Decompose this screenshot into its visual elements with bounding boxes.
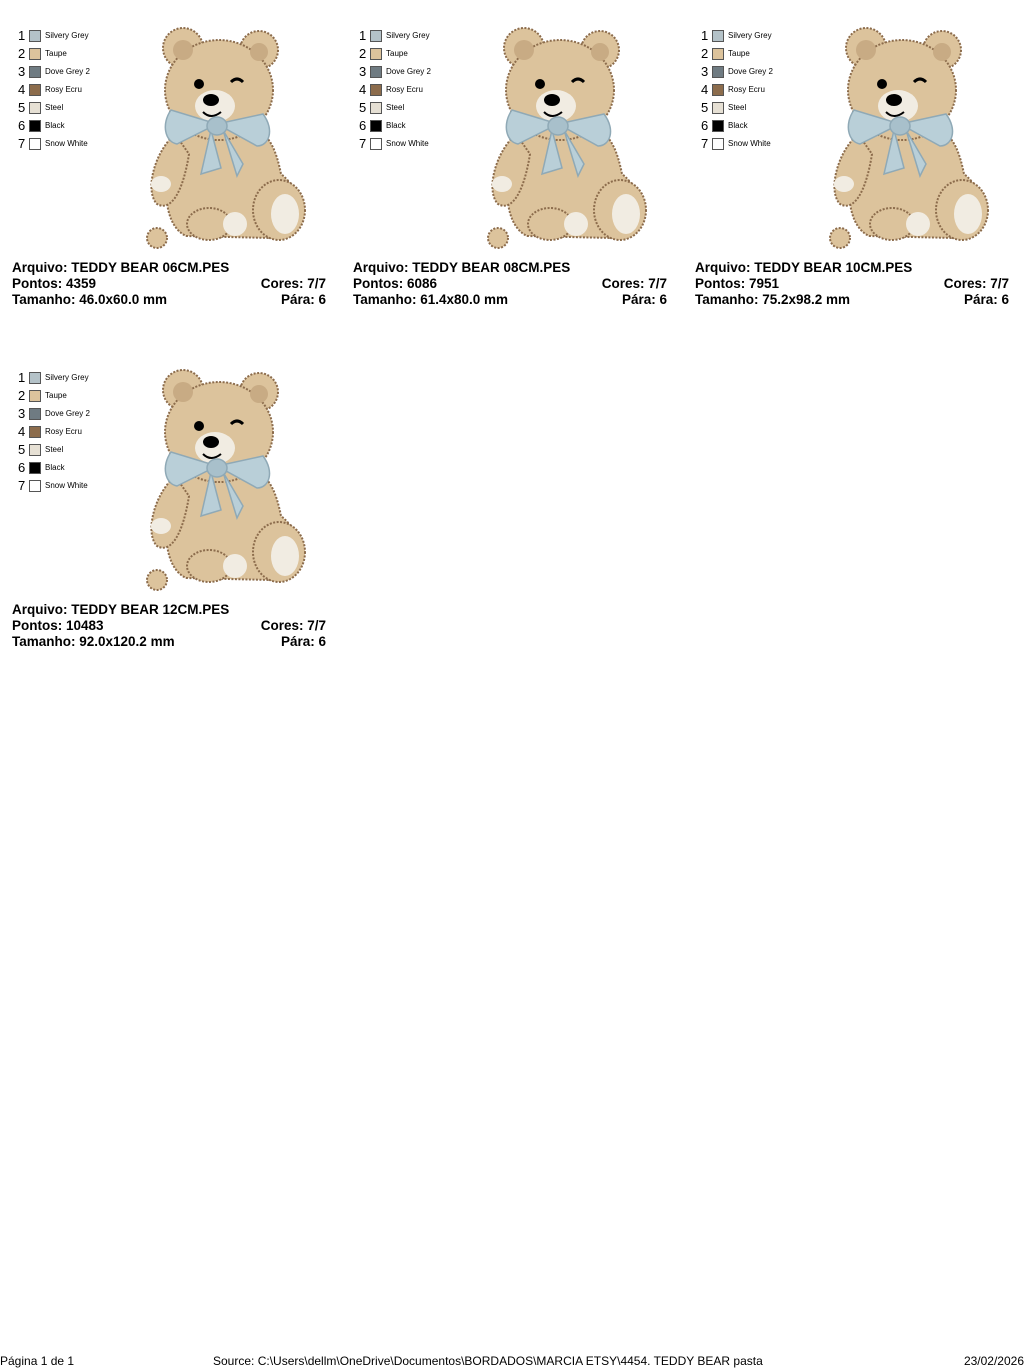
palette-row: [18, 478, 128, 496]
palette-number: 1: [18, 370, 26, 385]
file-name: Arquivo: TEDDY BEAR 08CM.PES: [353, 260, 571, 275]
palette-name: Taupe: [45, 391, 67, 400]
color-count: Cores: 7/7: [260, 618, 326, 633]
palette-number: 2: [18, 388, 26, 403]
palette-swatch: [370, 138, 382, 150]
teddy-bear-image: [130, 366, 312, 592]
palette-name: Black: [728, 121, 748, 130]
stitch-count: Pontos: 6086: [353, 276, 438, 291]
palette-row: [359, 28, 469, 46]
palette-number: 6: [18, 118, 26, 133]
palette-name: Black: [45, 463, 65, 472]
palette-row: [18, 388, 128, 406]
palette-number: 2: [701, 46, 709, 61]
bear-preview: [813, 24, 995, 250]
palette-number: 4: [18, 424, 26, 439]
stop-count: Pára: 6: [280, 292, 326, 307]
palette-row: [18, 442, 128, 460]
palette-number: 4: [18, 82, 26, 97]
teddy-bear-image: [130, 24, 312, 250]
palette-number: 6: [359, 118, 367, 133]
palette-name: Black: [45, 121, 65, 130]
palette-swatch: [29, 390, 41, 402]
palette-name: Dove Grey 2: [45, 409, 90, 418]
palette-swatch: [29, 84, 41, 96]
palette-name: Snow White: [386, 139, 429, 148]
palette-name: Steel: [386, 103, 405, 112]
palette-name: Silvery Grey: [386, 31, 430, 40]
color-palette: [18, 370, 128, 496]
palette-name: Taupe: [45, 49, 67, 58]
bear-preview: [130, 366, 312, 592]
palette-row: [359, 46, 469, 64]
palette-number: 4: [701, 82, 709, 97]
stop-count: Pára: 6: [280, 634, 326, 649]
color-count: Cores: 7/7: [260, 276, 326, 291]
palette-number: 3: [359, 64, 367, 79]
page-number: Página 1 de 1: [0, 1354, 75, 1368]
palette-swatch: [29, 48, 41, 60]
palette-name: Rosy Ecru: [728, 85, 765, 94]
palette-name: Dove Grey 2: [728, 67, 773, 76]
palette-swatch: [29, 462, 41, 474]
palette-row: [18, 370, 128, 388]
palette-row: [701, 64, 811, 82]
design-size: Tamanho: 75.2x98.2 mm: [695, 292, 851, 307]
palette-row: [18, 406, 128, 424]
palette-swatch: [370, 48, 382, 60]
palette-name: Taupe: [386, 49, 408, 58]
palette-number: 2: [359, 46, 367, 61]
design-size: Tamanho: 92.0x120.2 mm: [12, 634, 175, 649]
stitch-count: Pontos: 10483: [12, 618, 104, 633]
palette-row: [18, 136, 128, 154]
palette-row: [701, 118, 811, 136]
palette-number: 7: [18, 478, 26, 493]
palette-swatch: [370, 120, 382, 132]
file-name: Arquivo: TEDDY BEAR 10CM.PES: [695, 260, 913, 275]
palette-name: Steel: [45, 445, 64, 454]
palette-name: Taupe: [728, 49, 750, 58]
palette-number: 1: [701, 28, 709, 43]
design-info: [695, 260, 1009, 308]
palette-row: [18, 46, 128, 64]
color-palette: [359, 28, 469, 154]
design-card: [12, 24, 328, 354]
color-palette: [18, 28, 128, 154]
palette-row: [18, 424, 128, 442]
palette-swatch: [29, 426, 41, 438]
palette-name: Silvery Grey: [45, 373, 89, 382]
color-count: Cores: 7/7: [601, 276, 667, 291]
palette-swatch: [712, 102, 724, 114]
color-palette: [701, 28, 811, 154]
palette-number: 6: [18, 460, 26, 475]
palette-swatch: [29, 480, 41, 492]
palette-row: [18, 100, 128, 118]
palette-name: Dove Grey 2: [45, 67, 90, 76]
palette-number: 5: [359, 100, 367, 115]
palette-swatch: [29, 120, 41, 132]
palette-name: Snow White: [728, 139, 771, 148]
palette-row: [359, 82, 469, 100]
palette-number: 5: [18, 100, 26, 115]
source-path: Source: C:\Users\dellm\OneDrive\Documentos\BORDADOS\MARCIA ETSY\4454. TEDDY BEAR pasta: [213, 1354, 763, 1368]
palette-swatch: [370, 66, 382, 78]
palette-row: [701, 100, 811, 118]
palette-row: [18, 82, 128, 100]
palette-number: 5: [18, 442, 26, 457]
palette-row: [701, 46, 811, 64]
teddy-bear-image: [813, 24, 995, 250]
color-count: Cores: 7/7: [943, 276, 1009, 291]
palette-name: Snow White: [45, 481, 88, 490]
palette-swatch: [712, 48, 724, 60]
palette-row: [701, 28, 811, 46]
stop-count: Pára: 6: [621, 292, 667, 307]
bear-preview: [471, 24, 653, 250]
palette-number: 3: [701, 64, 709, 79]
palette-name: Rosy Ecru: [386, 85, 423, 94]
palette-name: Silvery Grey: [45, 31, 89, 40]
palette-row: [359, 64, 469, 82]
palette-swatch: [29, 102, 41, 114]
design-info: [353, 260, 667, 308]
palette-number: 5: [701, 100, 709, 115]
file-name: Arquivo: TEDDY BEAR 12CM.PES: [12, 602, 230, 617]
design-size: Tamanho: 61.4x80.0 mm: [353, 292, 509, 307]
palette-number: 1: [18, 28, 26, 43]
palette-name: Steel: [728, 103, 747, 112]
palette-name: Black: [386, 121, 406, 130]
palette-number: 1: [359, 28, 367, 43]
stitch-count: Pontos: 4359: [12, 276, 97, 291]
palette-swatch: [712, 66, 724, 78]
stop-count: Pára: 6: [963, 292, 1009, 307]
palette-number: 6: [701, 118, 709, 133]
palette-name: Silvery Grey: [728, 31, 772, 40]
design-card: [12, 366, 328, 696]
palette-number: 3: [18, 64, 26, 79]
palette-row: [18, 28, 128, 46]
design-size: Tamanho: 46.0x60.0 mm: [12, 292, 168, 307]
palette-swatch: [712, 30, 724, 42]
palette-swatch: [29, 444, 41, 456]
design-card: [353, 24, 669, 354]
palette-number: 7: [701, 136, 709, 151]
palette-swatch: [712, 120, 724, 132]
palette-name: Rosy Ecru: [45, 85, 82, 94]
palette-swatch: [29, 66, 41, 78]
palette-row: [359, 118, 469, 136]
palette-row: [18, 64, 128, 82]
palette-swatch: [29, 372, 41, 384]
palette-name: Rosy Ecru: [45, 427, 82, 436]
palette-number: 2: [18, 46, 26, 61]
palette-number: 7: [18, 136, 26, 151]
teddy-bear-image: [471, 24, 653, 250]
palette-swatch: [370, 102, 382, 114]
palette-number: 3: [18, 406, 26, 421]
palette-swatch: [29, 138, 41, 150]
palette-swatch: [370, 84, 382, 96]
palette-name: Snow White: [45, 139, 88, 148]
palette-row: [18, 460, 128, 478]
palette-row: [18, 118, 128, 136]
palette-number: 7: [359, 136, 367, 151]
palette-name: Dove Grey 2: [386, 67, 431, 76]
palette-row: [701, 136, 811, 154]
palette-swatch: [712, 84, 724, 96]
palette-row: [359, 100, 469, 118]
file-name: Arquivo: TEDDY BEAR 06CM.PES: [12, 260, 230, 275]
bear-preview: [130, 24, 312, 250]
palette-swatch: [29, 30, 41, 42]
palette-row: [701, 82, 811, 100]
palette-swatch: [370, 30, 382, 42]
palette-swatch: [712, 138, 724, 150]
design-info: [12, 602, 326, 650]
print-date: 23/02/2026: [963, 1354, 1024, 1368]
palette-name: Steel: [45, 103, 64, 112]
palette-swatch: [29, 408, 41, 420]
palette-row: [359, 136, 469, 154]
design-card: [695, 24, 1011, 354]
design-info: [12, 260, 326, 308]
stitch-count: Pontos: 7951: [695, 276, 780, 291]
palette-number: 4: [359, 82, 367, 97]
